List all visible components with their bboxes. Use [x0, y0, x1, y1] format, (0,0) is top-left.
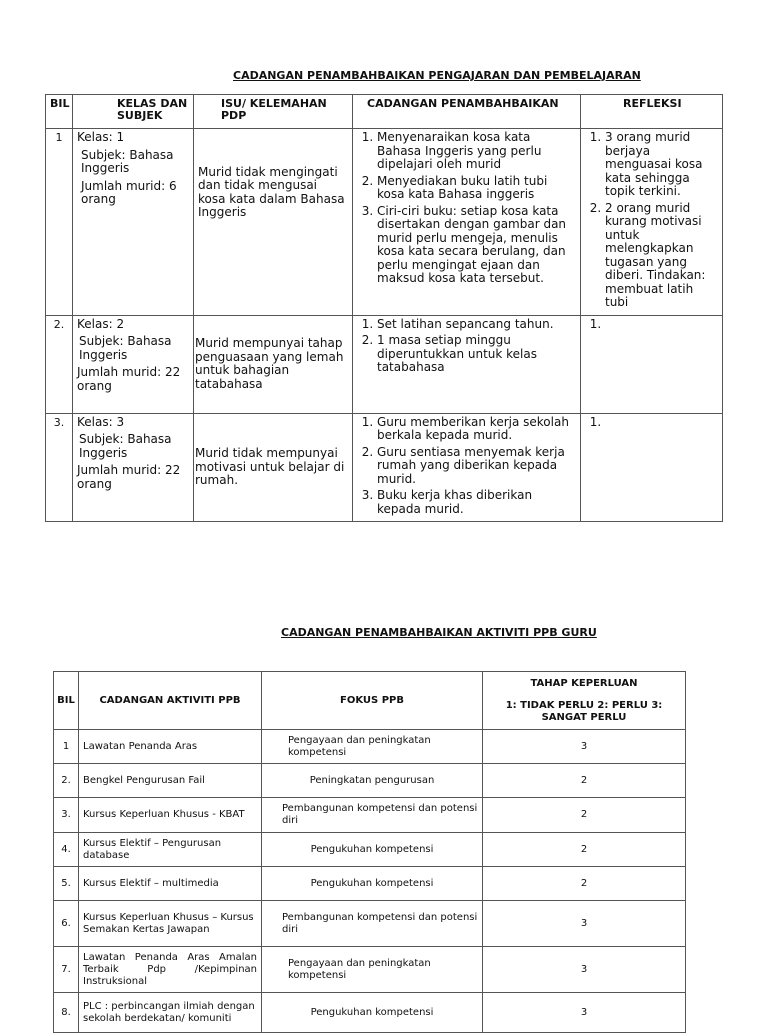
row-tahap: 3 — [483, 730, 686, 764]
row-cadangan — [353, 413, 581, 522]
row-aktiviti: Kursus Elektif – multimedia — [79, 867, 262, 901]
row-tahap: 2 — [483, 764, 686, 798]
row-aktiviti: PLC : perbincangan ilmiah dengan sekolah berdekatan/ komuniti — [79, 993, 262, 1033]
row-cadangan — [353, 129, 581, 316]
row-aktiviti: Kursus Keperluan Khusus - KBAT — [79, 798, 262, 833]
row-kelas — [73, 413, 194, 522]
row-tahap: 2 — [483, 867, 686, 901]
row-tahap: 3 — [483, 993, 686, 1033]
table-row — [54, 901, 686, 947]
row-fokus: Pengukuhan kompetensi — [262, 867, 483, 901]
kelas-label: Kelas: 1 — [77, 130, 125, 144]
list-item — [605, 416, 718, 430]
jumlah-label: Jumlah murid: 6 orang — [81, 178, 177, 206]
table-row — [54, 947, 686, 993]
tahap-scale: 1: TIDAK PERLU 2: PERLU 3: SANGAT PERLU — [505, 699, 663, 723]
row-bil: 8. — [54, 993, 79, 1033]
row-bil: 3. — [54, 798, 79, 833]
header-bil: BIL — [54, 672, 79, 730]
list-item: 3. Ciri-ciri buku: setiap kosa kata disertakan dengan gambar dan murid perlu mengeja, menulis kosa kata secara berulang, dan perlu mengingat ejaan dan maksud kosa kata tersebut. — [377, 205, 576, 286]
row-bil: 2. — [54, 764, 79, 798]
kelas-label: Kelas: 2 — [77, 316, 125, 331]
row-refleksi — [581, 129, 723, 316]
subjek-label: Subjek: Bahasa Inggeris — [81, 147, 174, 175]
pdp-improvement-table — [45, 94, 723, 522]
row-fokus: Peningkatan pengurusan — [262, 764, 483, 798]
row-bil: 1 — [46, 129, 73, 316]
row-aktiviti: Kursus Keperluan Khusus – Kursus Semakan Kertas Jawapan — [79, 901, 262, 947]
subjek-label: Subjek: Bahasa Inggeris — [79, 432, 172, 460]
table-row — [54, 833, 686, 867]
list-item — [605, 318, 718, 332]
row-aktiviti: Lawatan Penanda Aras — [79, 730, 262, 764]
list-item: 2. Guru sentiasa menyemak kerja rumah yang diberikan kepada murid. — [377, 446, 576, 487]
table-row — [54, 993, 686, 1033]
row-fokus: Pembangunan kompetensi dan potensi diri — [262, 798, 483, 833]
row-tahap: 2 — [483, 833, 686, 867]
table1-title: CADANGAN PENAMBAHBAIKAN PENGAJARAN DAN PEMBELAJARAN — [233, 69, 641, 82]
row-fokus: Pengukuhan kompetensi — [262, 993, 483, 1033]
table2-title: CADANGAN PENAMBAHBAIKAN AKTIVITI PPB GURU — [281, 626, 597, 639]
row-fokus: Pengayaan dan peningkatan kompetensi — [262, 730, 483, 764]
row-aktiviti: Bengkel Pengurusan Fail — [79, 764, 262, 798]
table1-header-row — [46, 95, 723, 129]
row-bil: 3. — [46, 413, 73, 522]
row-bil: 6. — [54, 901, 79, 947]
row-aktiviti: Kursus Elektif – Pengurusan database — [79, 833, 262, 867]
subjek-label: Subjek: Bahasa Inggeris — [79, 334, 172, 362]
header-kelas: KELAS DAN SUBJEK — [73, 95, 194, 129]
header-aktiviti: CADANGAN AKTIVITI PPB — [79, 672, 262, 730]
ppb-activity-table — [53, 671, 686, 1033]
header-fokus: FOKUS PPB — [262, 672, 483, 730]
list-item: 2. Menyediakan buku latih tubi kosa kata Bahasa inggeris — [377, 175, 576, 202]
row-bil: 7. — [54, 947, 79, 993]
list-item: 2. 1 masa setiap minggu diperuntukkan untuk kelas tatabahasa — [377, 334, 576, 375]
table-row — [54, 730, 686, 764]
kelas-label: Kelas: 3 — [77, 414, 125, 429]
row-isu: Murid tidak mengingati dan tidak mengusai kosa kata dalam Bahasa Inggeris — [194, 129, 353, 316]
row-aktiviti: Lawatan Penanda Aras Amalan Terbaik Pdp /Kepimpinan Instruksional — [79, 947, 262, 993]
row-bil: 2. — [46, 315, 73, 413]
row-cadangan — [353, 315, 581, 413]
row-bil: 4. — [54, 833, 79, 867]
row-bil: 5. — [54, 867, 79, 901]
row-tahap: 2 — [483, 798, 686, 833]
list-item: 1. 3 orang murid berjaya menguasai kosa kata sehingga topik terkini. — [605, 131, 718, 199]
header-tahap — [483, 672, 686, 730]
row-refleksi — [581, 413, 723, 522]
row-fokus: Pembangunan kompetensi dan potensi diri — [262, 901, 483, 947]
table-row — [54, 798, 686, 833]
row-kelas — [73, 315, 194, 413]
table-row — [46, 129, 723, 316]
header-refleksi: REFLEKSI — [581, 95, 723, 129]
jumlah-label: Jumlah murid: 22 orang — [77, 365, 181, 393]
header-bil: BIL — [46, 95, 73, 129]
row-tahap: 3 — [483, 901, 686, 947]
row-tahap: 3 — [483, 947, 686, 993]
list-item: 2. 2 orang murid kurang motivasi untuk melengkapkan tugasan yang diberi. Tindakan: membuat latih tubi — [605, 202, 718, 310]
row-bil: 1 — [54, 730, 79, 764]
row-fokus: Pengayaan dan peningkatan kompetensi — [262, 947, 483, 993]
row-kelas — [73, 129, 194, 316]
header-cadangan: CADANGAN PENAMBAHBAIKAN — [353, 95, 581, 129]
list-item: 3. Buku kerja khas diberikan kepada murid. — [377, 489, 576, 516]
table-row — [46, 315, 723, 413]
row-refleksi — [581, 315, 723, 413]
row-isu: Murid mempunyai tahap penguasaan yang lemah untuk bahagian tatabahasa — [194, 315, 353, 413]
table-row — [46, 413, 723, 522]
row-fokus: Pengukuhan kompetensi — [262, 833, 483, 867]
table2-header-row — [54, 672, 686, 730]
list-item: 1. Guru memberikan kerja sekolah berkala kepada murid. — [377, 416, 576, 443]
row-isu: Murid tidak mempunyai motivasi untuk belajar di rumah. — [194, 413, 353, 522]
list-item: 1. Menyenaraikan kosa kata Bahasa Inggeris yang perlu dipelajari oleh murid — [377, 131, 576, 172]
tahap-title: TAHAP KEPERLUAN — [530, 677, 638, 689]
table-row — [54, 764, 686, 798]
jumlah-label: Jumlah murid: 22 orang — [77, 463, 181, 491]
header-isu: ISU/ KELEMAHAN PDP — [194, 95, 353, 129]
list-item: 1. Set latihan sepancang tahun. — [377, 318, 576, 332]
table-row — [54, 867, 686, 901]
